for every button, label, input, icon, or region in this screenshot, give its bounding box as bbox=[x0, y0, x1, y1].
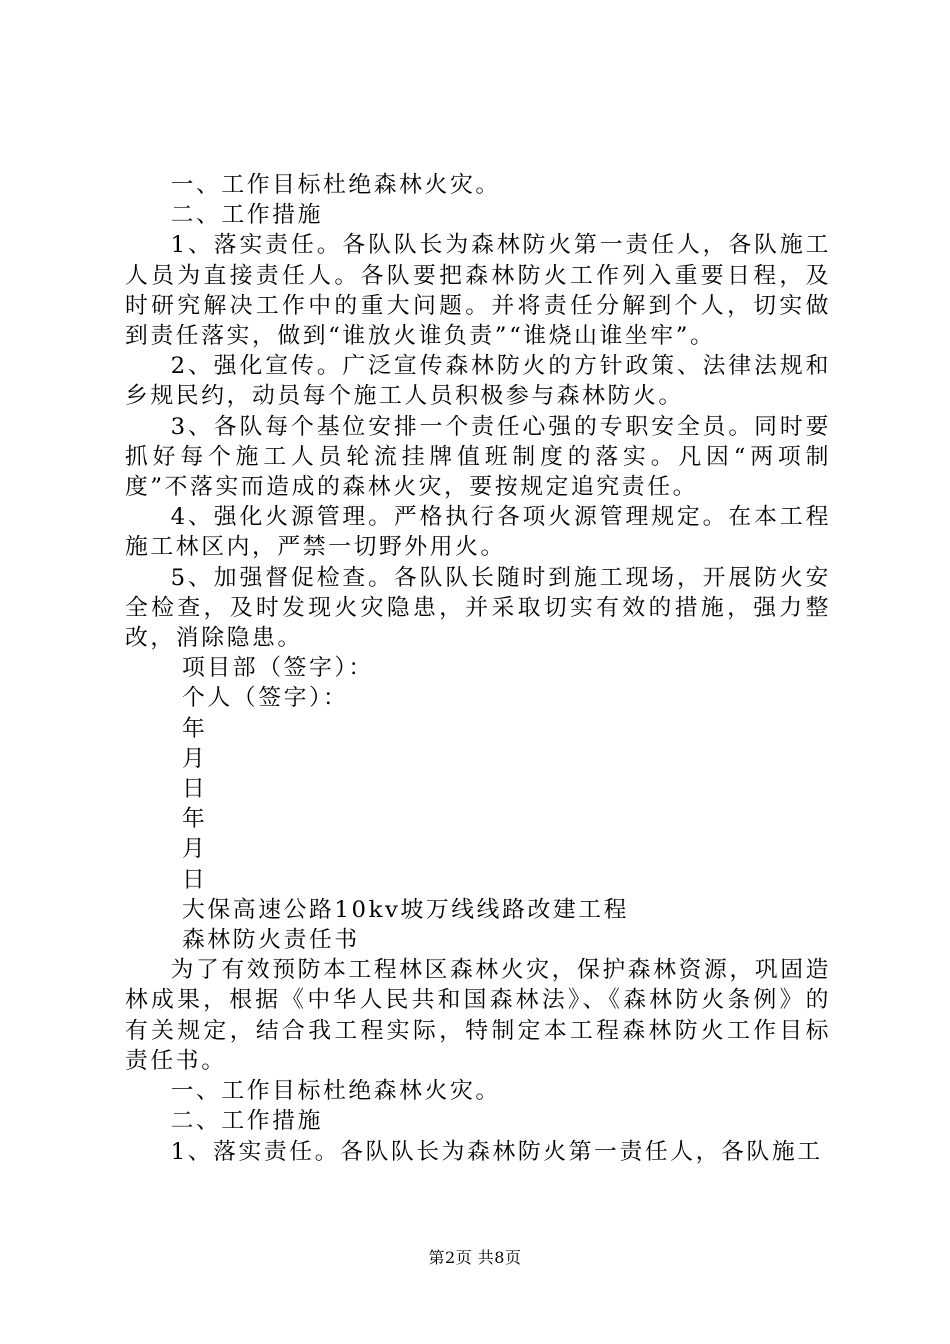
measure-paragraph-5: 5、加强督促检查。各队队长随时到施工现场，开展防火安全检查，及时发现火灾隐患，并采取切实有效的措施，强力整改，消除隐患。 bbox=[125, 564, 831, 652]
measures-heading: 二、工作措施 bbox=[170, 202, 323, 229]
document-title: 森林防火责任书 bbox=[182, 927, 360, 954]
date-day: 日 bbox=[182, 776, 208, 803]
date-year: 年 bbox=[182, 715, 208, 742]
document-body bbox=[125, 170, 831, 1167]
measure-paragraph-1: 1、落实责任。各队队长为森林防火第一责任人，各队施工人员为直接责任人。各队要把森林防火工作列入重要日程，及时研究解决工作中的重大问题。并将责任分解到个人，切实做到责任落实，做到“谁放火谁负责”“谁烧山谁坐牢”。 bbox=[125, 232, 831, 350]
measure-paragraph-1-repeat: 1、落实责任。各队队长为森林防火第一责任人，各队施工 bbox=[170, 1138, 823, 1165]
date-month: 月 bbox=[182, 836, 208, 863]
measure-paragraph-2: 2、强化宣传。广泛宣传森林防火的方针政策、法律法规和乡规民约，动员每个施工人员积极参与森林防火。 bbox=[125, 353, 831, 410]
goal-heading-repeat: 一、工作目标杜绝森林火灾。 bbox=[170, 1078, 501, 1105]
project-name: 大保高速公路10kv坡万线线路改建工程 bbox=[182, 896, 630, 923]
date-month: 月 bbox=[182, 745, 208, 772]
signature-department: 项目部（签字）： bbox=[182, 655, 374, 682]
measure-paragraph-3: 3、各队每个基位安排一个责任心强的专职安全员。同时要抓好每个施工人员轮流挂牌值班制度的落实。凡因“两项制度”不落实而造成的森林火灾，要按规定追究责任。 bbox=[125, 413, 831, 501]
goal-heading: 一、工作目标杜绝森林火灾。 bbox=[170, 172, 501, 198]
page-number-footer: 第2页 共8页 bbox=[428, 1248, 522, 1267]
date-year: 年 bbox=[182, 806, 208, 833]
date-day: 日 bbox=[182, 866, 208, 893]
measures-heading-repeat: 二、工作措施 bbox=[170, 1108, 323, 1135]
measure-paragraph-4: 4、强化火源管理。严格执行各项火源管理规定。在本工程施工林区内，严禁一切野外用火。 bbox=[125, 504, 831, 561]
signature-person: 个人（签字）： bbox=[182, 685, 349, 712]
intro-paragraph: 为了有效预防本工程林区森林火灾，保护森林资源，巩固造林成果，根据《中华人民共和国森林法》、《森林防火条例》的有关规定，结合我工程实际，特制定本工程森林防火工作目标责任书。 bbox=[125, 957, 831, 1074]
